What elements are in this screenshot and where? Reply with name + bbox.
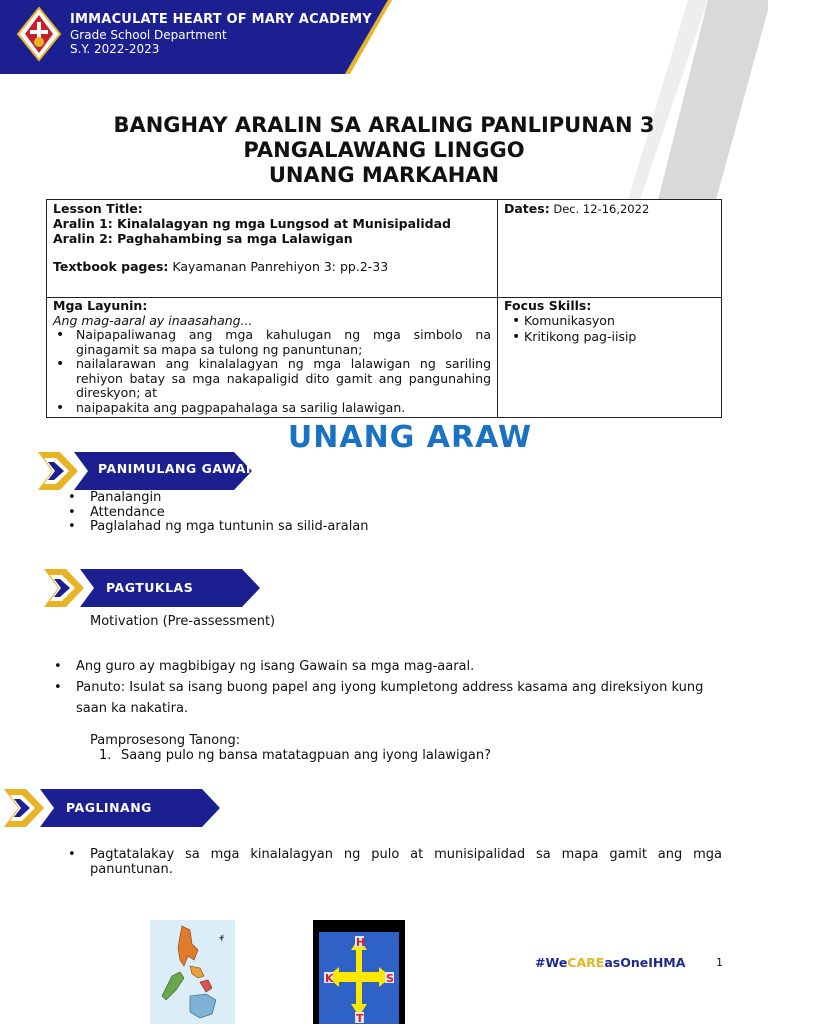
- aralin-1: Aralin 1: Kinalalagyan ng mga Lungsod at Munisipalidad: [53, 216, 451, 231]
- textbook-value: Kayamanan Panrehiyon 3: pp.2-33: [168, 259, 389, 274]
- skills-label: Focus Skills:: [504, 298, 592, 313]
- lesson-title-label: Lesson Title:: [53, 201, 143, 216]
- school-year: S.Y. 2022-2023: [70, 42, 160, 56]
- objectives-list: [53, 328, 491, 415]
- list-item: • Panuto: Isulat sa isang buong papel ang iyong kumpletong address kasama ang direksiyon kung saan ka nakatira.: [50, 677, 722, 719]
- textbook-pages: [53, 259, 491, 274]
- objectives-cell: [47, 298, 498, 418]
- question-number: 1.: [99, 748, 112, 763]
- list-item: • Pagtatalakay sa mga kinalalagyan ng pulo at munisipalidad sa mapa gamit ang mga panuntunan.: [64, 847, 722, 877]
- dates-value: Dec. 12-16,2022: [549, 202, 650, 216]
- list-item: • Attendance: [64, 506, 714, 521]
- section1-list: [64, 491, 714, 535]
- lesson-table: [46, 199, 722, 418]
- department-name: Grade School Department: [70, 28, 227, 42]
- khst-letter-h: H: [356, 936, 366, 949]
- khst-direction-image: [313, 920, 405, 1024]
- lesson-title-cell: [47, 200, 498, 298]
- ribbon-label: PAGLINANG: [66, 800, 152, 815]
- section-ribbon-pagtuklas: [44, 569, 262, 607]
- khst-panel: [319, 932, 399, 1024]
- dates-label: Dates:: [504, 201, 550, 216]
- section-ribbon-panimulang-gawain: [38, 452, 262, 490]
- objective-item: • Naipapaliwanag ang mga kahulugan ng mga simbolo na ginagamit sa mapa sa tulong ng panuntunan;: [53, 328, 491, 357]
- section3-list: [64, 847, 722, 877]
- title-line-1: BANGHAY ARALIN SA ARALING PANLIPUNAN 3: [113, 113, 655, 137]
- list-item: • Paglalahad ng mga tuntunin sa silid-aralan: [64, 520, 714, 535]
- hashtag-care: CARE: [567, 955, 605, 970]
- page-number: 1: [716, 956, 723, 969]
- section-ribbon-paglinang: [4, 789, 222, 827]
- objective-item: • nailalarawan ang kinalalagyan ng mga lalawigan ng sariling rehiyon batay sa mga nakapaligid dito gamit ang pangunahing direskyon; at: [53, 357, 491, 401]
- questions-label: Pamprosesong Tanong:: [90, 733, 241, 748]
- skills-cell: [498, 298, 722, 418]
- dates-cell: [498, 200, 722, 298]
- khst-letter-k: K: [325, 972, 334, 985]
- motivation-text: Motivation (Pre-assessment): [90, 614, 276, 629]
- objectives-intro: Ang mag-aaral ay inaasahang...: [53, 313, 253, 328]
- footer-hashtag: [535, 955, 685, 970]
- document-title: [0, 113, 768, 188]
- day-heading: UNANG ARAW: [287, 420, 533, 455]
- aralin-2: Aralin 2: Paghahambing sa mga Lalawigan: [53, 231, 353, 246]
- section2-list: [50, 656, 722, 719]
- textbook-label: Textbook pages:: [53, 259, 169, 274]
- title-line-3: UNANG MARKAHAN: [268, 163, 500, 187]
- ribbon-label: PANIMULANG GAWAIN: [98, 461, 262, 476]
- title-line-2: PANGALAWANG LINGGO: [243, 138, 525, 162]
- list-item: • Panalangin: [64, 491, 714, 506]
- svg-text:+: +: [218, 933, 225, 942]
- khst-letter-t: T: [356, 1012, 364, 1025]
- list-item: • Ang guro ay magbibigay ng isang Gawain sa mga mag-aaral.: [50, 656, 722, 677]
- question-item: Saang pulo ng bansa matatagpuan ang iyong lalawigan?: [121, 748, 492, 763]
- skills-list: [504, 313, 715, 345]
- objective-item: • naipapakita ang pagpapahalaga sa sarilig lalawigan.: [53, 401, 491, 416]
- hashtag-post: asOneIHMA: [604, 955, 686, 970]
- skill-item: • Komunikasyon: [504, 313, 715, 329]
- school-seal-icon: [16, 6, 62, 62]
- skill-item: • Kritikong pag-iisip: [504, 329, 715, 345]
- school-name: IMMACULATE HEART OF MARY ACADEMY: [70, 12, 372, 27]
- hashtag-pre: #We: [535, 955, 568, 970]
- khst-letters: [319, 932, 399, 1024]
- philippines-map-image: [150, 920, 235, 1024]
- ribbon-label: PAGTUKLAS: [106, 580, 194, 595]
- khst-letter-s: S: [386, 972, 394, 985]
- objectives-label: Mga Layunin:: [53, 298, 148, 313]
